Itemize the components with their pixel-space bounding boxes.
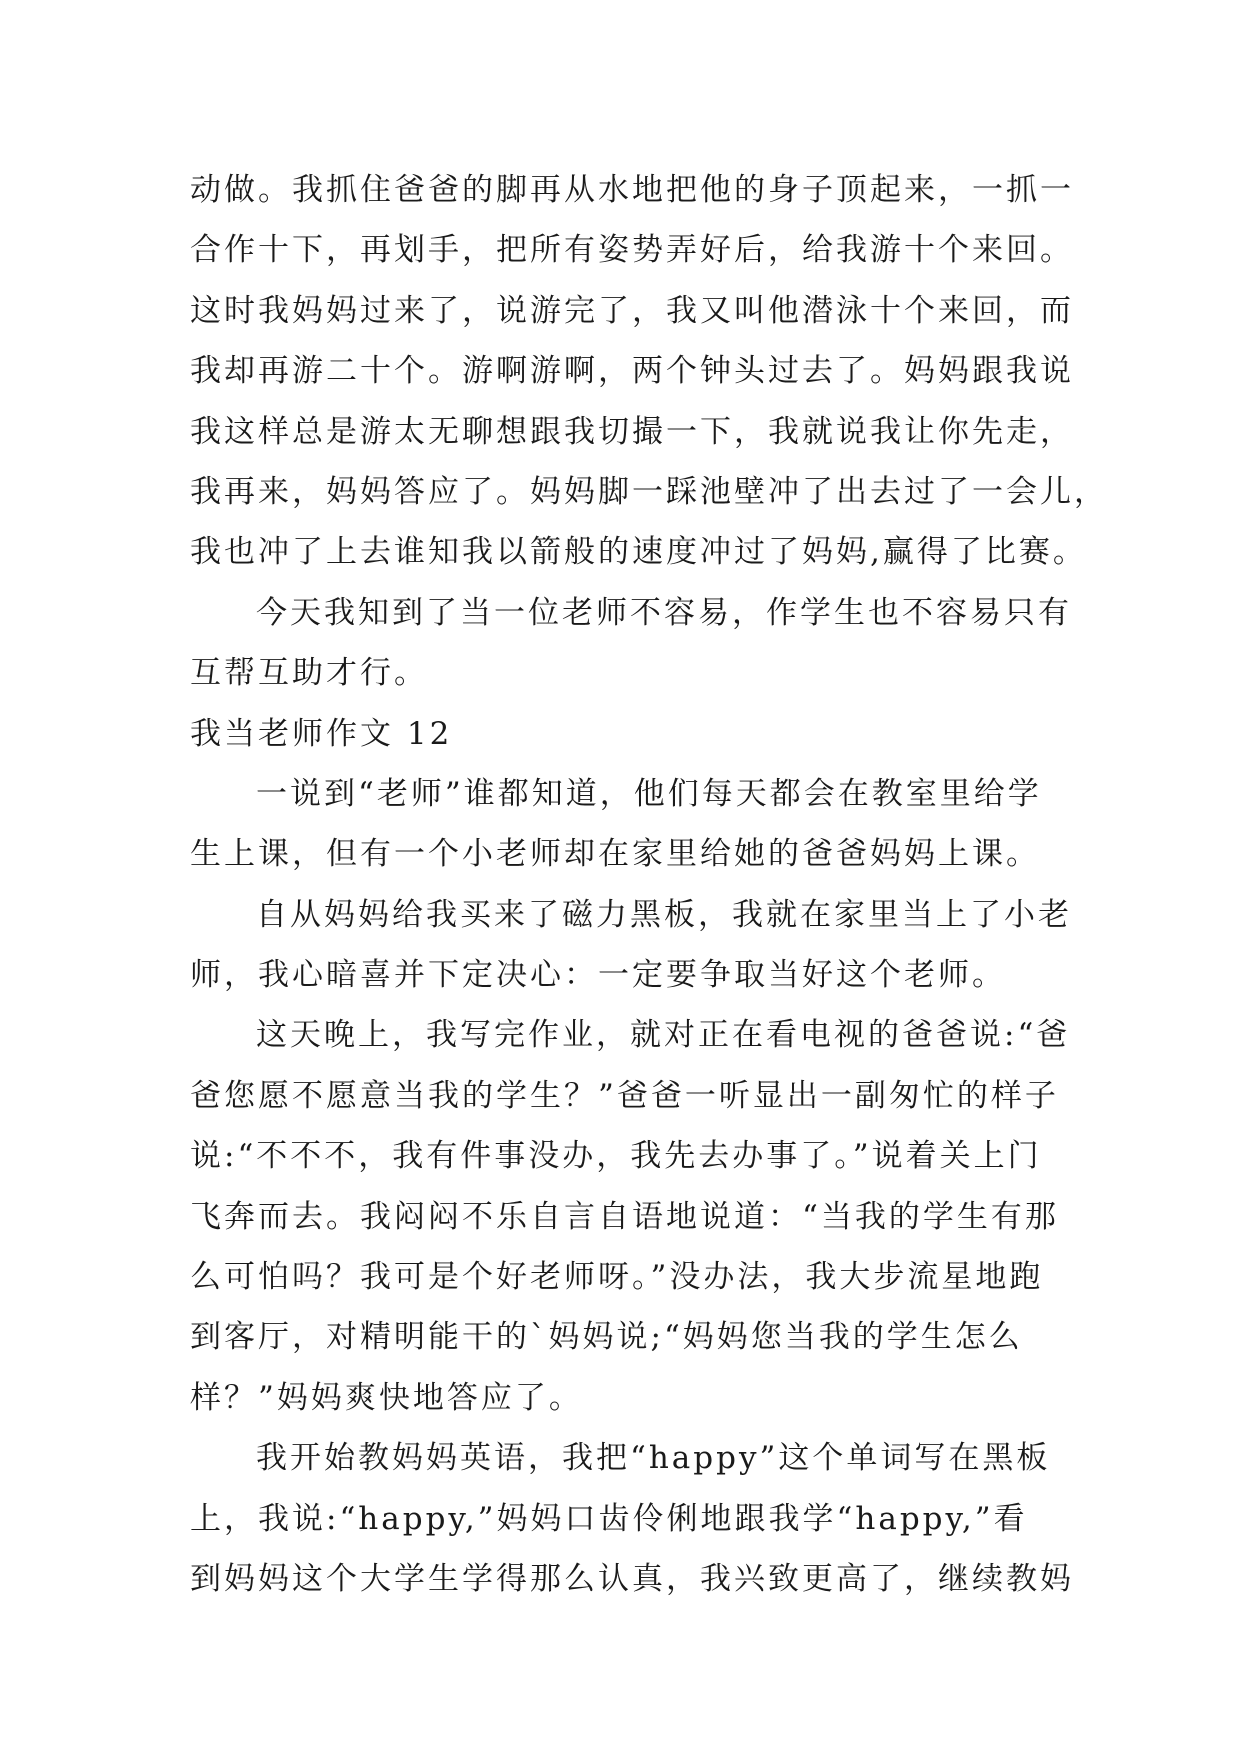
text-line: 我也冲了上去谁知我以箭般的速度冲过了妈妈,赢得了比赛。 bbox=[190, 534, 1087, 571]
text-line: 到客厅，对精明能干的`妈妈说;“妈妈您当我的学生怎么 bbox=[190, 1319, 1023, 1356]
text-line: 生上课，但有一个小老师却在家里给她的爸爸妈妈上课。 bbox=[190, 836, 1040, 873]
text-line: 我却再游二十个。游啊游啊，两个钟头过去了。妈妈跟我说 bbox=[190, 353, 1074, 390]
text-line: 说:“不不不，我有件事没办，我先去办事了。”说着关上门 bbox=[190, 1138, 1042, 1175]
paragraph-start-line: 我开始教妈妈英语，我把“happy”这个单词写在黑板 bbox=[256, 1440, 1051, 1477]
paragraph-start-line: 一说到“老师”谁都知道，他们每天都会在教室里给学 bbox=[256, 775, 1042, 812]
section-heading: 我当老师作文 12 bbox=[190, 715, 453, 752]
paragraph-start-line: 这天晚上，我写完作业，就对正在看电视的爸爸说:“爸 bbox=[256, 1017, 1071, 1054]
text-line: 样？”妈妈爽快地答应了。 bbox=[190, 1379, 583, 1416]
text-line: 到妈妈这个大学生学得那么认真，我兴致更高了，继续教妈 bbox=[190, 1560, 1074, 1597]
text-line: 上，我说:“happy,”妈妈口齿伶俐地跟我学“happy,”看 bbox=[190, 1500, 1028, 1537]
text-line: 师，我心暗喜并下定决心：一定要争取当好这个老师。 bbox=[190, 957, 1006, 994]
text-line: 动做。我抓住爸爸的脚再从水地把他的身子顶起来，一抓一 bbox=[190, 172, 1074, 208]
text-line: 我这样总是游太无聊想跟我切撮一下，我就说我让你先走， bbox=[190, 413, 1074, 450]
text-line: 我再来，妈妈答应了。妈妈脚一踩池壁冲了出去过了一会儿， bbox=[190, 473, 1108, 510]
text-line: 合作十下，再划手，把所有姿势弄好后，给我游十个来回。 bbox=[190, 232, 1074, 269]
text-line: 互帮互助才行。 bbox=[190, 655, 428, 692]
text-line: 么可怕吗？我可是个好老师呀。”没办法，我大步流星地跑 bbox=[190, 1259, 1044, 1296]
text-line: 这时我妈妈过来了，说游完了，我又叫他潜泳十个来回，而 bbox=[190, 292, 1074, 329]
paragraph-start-line: 自从妈妈给我买来了磁力黑板，我就在家里当上了小老 bbox=[256, 896, 1072, 933]
text-line: 飞奔而去。我闷闷不乐自言自语地说道：“当我的学生有那 bbox=[190, 1198, 1059, 1235]
document-body bbox=[190, 160, 1108, 1609]
paragraph-start-line: 今天我知到了当一位老师不容易，作学生也不容易只有 bbox=[256, 594, 1072, 631]
text-line: 爸您愿不愿意当我的学生？”爸爸一听显出一副匆忙的样子 bbox=[190, 1077, 1059, 1114]
